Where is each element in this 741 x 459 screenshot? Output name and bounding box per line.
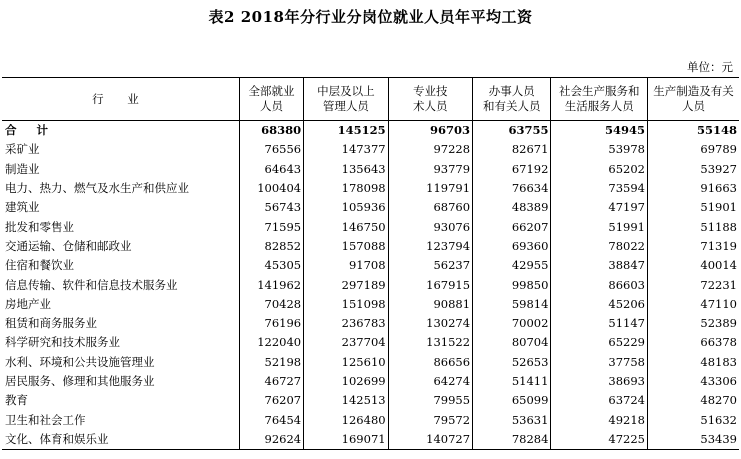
wage-value: 42955 — [473, 256, 551, 275]
wage-value: 76634 — [473, 179, 551, 198]
wage-value: 48183 — [647, 353, 739, 372]
industry-name: 住宿和餐饮业 — [5, 258, 74, 273]
wage-value: 47110 — [647, 295, 739, 314]
wage-value: 126480 — [304, 410, 388, 429]
wage-value: 80704 — [473, 333, 551, 352]
wage-value: 97228 — [388, 140, 472, 159]
table-row — [2, 217, 739, 236]
wage-value: 52389 — [647, 314, 739, 333]
table-row — [2, 256, 739, 275]
wage-value: 82852 — [239, 237, 303, 256]
wage-value: 297189 — [304, 275, 388, 294]
wage-value: 51411 — [473, 372, 551, 391]
industry-name: 科学研究和技术服务业 — [5, 335, 120, 350]
table-row — [2, 160, 739, 179]
wage-value: 65099 — [473, 391, 551, 410]
wage-value: 52198 — [239, 353, 303, 372]
wage-table — [2, 77, 739, 450]
wage-value: 49218 — [551, 410, 648, 429]
wage-value: 151098 — [304, 295, 388, 314]
industry-name: 交通运输、仓储和邮政业 — [5, 238, 132, 253]
wage-value: 51632 — [647, 410, 739, 429]
wage-value: 135643 — [304, 160, 388, 179]
table-row — [2, 179, 739, 198]
wage-value: 64643 — [239, 160, 303, 179]
industry-name: 制造业 — [5, 161, 40, 176]
wage-value: 38693 — [551, 372, 648, 391]
wage-value: 105936 — [304, 198, 388, 217]
wage-value: 47225 — [551, 430, 648, 450]
industry-name: 租赁和商务服务业 — [5, 316, 97, 331]
wage-value: 45206 — [551, 295, 648, 314]
wage-value: 73594 — [551, 179, 648, 198]
wage-value: 119791 — [388, 179, 472, 198]
wage-value: 76454 — [239, 410, 303, 429]
wage-value: 79572 — [388, 410, 472, 429]
industry-name: 采矿业 — [5, 142, 40, 157]
wage-value: 131522 — [388, 333, 472, 352]
industry-name: 文化、体育和娱乐业 — [2, 430, 239, 450]
wage-value: 53927 — [647, 160, 739, 179]
industry-name: 批发和零售业 — [5, 219, 74, 234]
wage-value: 93779 — [388, 160, 472, 179]
table-title: 表2 2018年分行业分岗位就业人员年平均工资 — [208, 8, 533, 26]
header-production-workers: 生产制造及有关 人员 — [647, 78, 739, 121]
table-row — [2, 391, 739, 410]
unit-label: 单位：元 — [687, 60, 733, 74]
industry-name: 信息传输、软件和信息技术服务业 — [5, 277, 178, 292]
wage-value: 82671 — [473, 140, 551, 159]
wage-value: 125610 — [304, 353, 388, 372]
wage-value: 45305 — [239, 256, 303, 275]
table-row — [2, 275, 739, 294]
industry-name: 房地产业 — [5, 296, 51, 311]
wage-value: 70428 — [239, 295, 303, 314]
table-row — [2, 410, 739, 429]
table-row — [2, 140, 739, 159]
wage-value: 38847 — [551, 256, 648, 275]
wage-value: 76556 — [239, 140, 303, 159]
header-all-employed: 全部就业 人员 — [239, 78, 303, 121]
header-professionals: 专业技 术人员 — [388, 78, 472, 121]
wage-value: 140727 — [388, 430, 472, 450]
wage-value: 78284 — [473, 430, 551, 450]
wage-value: 64274 — [388, 372, 472, 391]
header-industry: 行 业 — [2, 78, 239, 121]
wage-value: 37758 — [551, 353, 648, 372]
wage-value: 145125 — [304, 121, 388, 141]
wage-value: 102699 — [304, 372, 388, 391]
wage-value: 93076 — [388, 217, 472, 236]
wage-value: 53631 — [473, 410, 551, 429]
wage-value: 48389 — [473, 198, 551, 217]
header-clerks: 办事人员 和有关人员 — [473, 78, 551, 121]
wage-value: 70002 — [473, 314, 551, 333]
wage-value: 71319 — [647, 237, 739, 256]
wage-value: 237704 — [304, 333, 388, 352]
wage-value: 130274 — [388, 314, 472, 333]
wage-value: 167915 — [388, 275, 472, 294]
wage-value: 68380 — [239, 121, 303, 141]
table-row — [2, 198, 739, 217]
wage-value: 90881 — [388, 295, 472, 314]
table-row — [2, 430, 739, 450]
wage-value: 56743 — [239, 198, 303, 217]
wage-value: 67192 — [473, 160, 551, 179]
industry-name: 教育 — [5, 393, 28, 408]
wage-value: 66207 — [473, 217, 551, 236]
wage-value: 55148 — [647, 121, 739, 141]
wage-value: 53978 — [551, 140, 648, 159]
wage-value: 48270 — [647, 391, 739, 410]
wage-value: 43306 — [647, 372, 739, 391]
wage-value: 178098 — [304, 179, 388, 198]
header-service-workers: 社会生产服务和 生活服务人员 — [551, 78, 648, 121]
table-row — [2, 314, 739, 333]
wage-value: 47197 — [551, 198, 648, 217]
wage-value: 66378 — [647, 333, 739, 352]
wage-value: 78022 — [551, 237, 648, 256]
wage-value: 69789 — [647, 140, 739, 159]
wage-value: 52653 — [473, 353, 551, 372]
wage-value: 76207 — [239, 391, 303, 410]
table-row — [2, 372, 739, 391]
header-row — [2, 78, 739, 121]
wage-value: 68760 — [388, 198, 472, 217]
table-body — [2, 121, 739, 450]
wage-value: 59814 — [473, 295, 551, 314]
wage-value: 86603 — [551, 275, 648, 294]
wage-value: 51147 — [551, 314, 648, 333]
wage-value: 86656 — [388, 353, 472, 372]
wage-value: 79955 — [388, 391, 472, 410]
total-row — [2, 121, 739, 141]
wage-value: 40014 — [647, 256, 739, 275]
wage-value: 54945 — [551, 121, 648, 141]
wage-value: 91663 — [647, 179, 739, 198]
wage-value: 92624 — [239, 430, 303, 450]
wage-value: 51991 — [551, 217, 648, 236]
table-row — [2, 295, 739, 314]
wage-value: 123794 — [388, 237, 472, 256]
wage-value: 63724 — [551, 391, 648, 410]
wage-value: 236783 — [304, 314, 388, 333]
wage-value: 46727 — [239, 372, 303, 391]
wage-value: 51901 — [647, 198, 739, 217]
table-row — [2, 333, 739, 352]
wage-value: 99850 — [473, 275, 551, 294]
industry-name: 水利、环境和公共设施管理业 — [5, 354, 155, 369]
wage-value: 91708 — [304, 256, 388, 275]
industry-name: 合 计 — [5, 123, 57, 138]
wage-value: 71595 — [239, 217, 303, 236]
wage-value: 76196 — [239, 314, 303, 333]
wage-value: 100404 — [239, 179, 303, 198]
wage-value: 141962 — [239, 275, 303, 294]
wage-value: 142513 — [304, 391, 388, 410]
industry-name: 电力、热力、燃气及水生产和供应业 — [5, 181, 189, 196]
header-managers: 中层及以上 管理人员 — [304, 78, 388, 121]
wage-value: 157088 — [304, 237, 388, 256]
wage-value: 63755 — [473, 121, 551, 141]
wage-value: 147377 — [304, 140, 388, 159]
wage-value: 72231 — [647, 275, 739, 294]
wage-value: 56237 — [388, 256, 472, 275]
table-row — [2, 237, 739, 256]
industry-name: 居民服务、修理和其他服务业 — [5, 374, 155, 388]
wage-value: 65229 — [551, 333, 648, 352]
wage-value: 65202 — [551, 160, 648, 179]
industry-name: 卫生和社会工作 — [5, 412, 86, 427]
wage-value: 146750 — [304, 217, 388, 236]
wage-value: 96703 — [388, 121, 472, 141]
wage-value: 51188 — [647, 217, 739, 236]
wage-value: 53439 — [647, 430, 739, 450]
table-row — [2, 353, 739, 372]
wage-value: 169071 — [304, 430, 388, 450]
wage-value: 122040 — [239, 333, 303, 352]
wage-value: 69360 — [473, 237, 551, 256]
industry-name: 建筑业 — [5, 200, 40, 215]
